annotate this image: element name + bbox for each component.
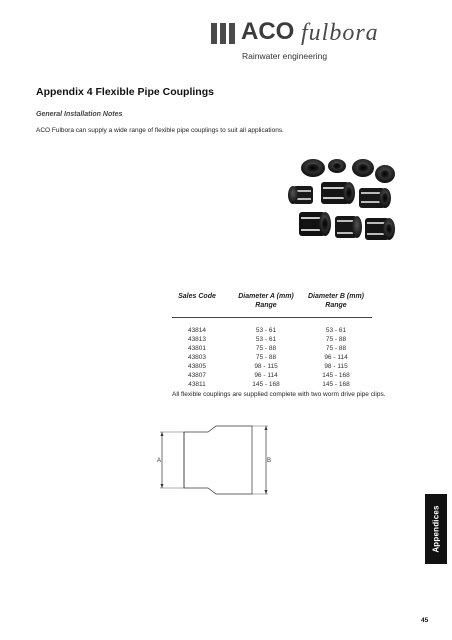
table-row bbox=[172, 371, 372, 380]
cell-sales-code: 43807 bbox=[187, 372, 207, 379]
page-number: 45 bbox=[421, 617, 429, 624]
page-title: Appendix 4 Flexible Pipe Couplings bbox=[36, 86, 214, 98]
table-body bbox=[172, 326, 372, 389]
cell-diameter-b: 96 - 114 bbox=[324, 354, 348, 361]
cell-sales-code: 43813 bbox=[187, 336, 207, 343]
cell-diameter-a: 53 - 61 bbox=[255, 336, 277, 343]
cell-sales-code: 43803 bbox=[187, 354, 207, 361]
logo-brand: ACO bbox=[241, 18, 295, 45]
cell-diameter-b: 75 - 88 bbox=[325, 345, 347, 352]
cell-diameter-b: 98 - 115 bbox=[324, 363, 348, 370]
cell-diameter-a: 98 - 115 bbox=[254, 363, 278, 370]
cell-sales-code: 43814 bbox=[187, 327, 207, 334]
cell-diameter-b: 53 - 61 bbox=[325, 327, 347, 334]
table-row bbox=[172, 380, 372, 389]
appendices-side-tab bbox=[425, 494, 447, 564]
side-tab-label: Appendices bbox=[431, 505, 441, 553]
cell-diameter-b: 75 - 88 bbox=[325, 336, 347, 343]
cell-diameter-a: 75 - 88 bbox=[255, 345, 277, 352]
cell-diameter-a: 53 - 61 bbox=[255, 327, 277, 334]
pipe-couplings-photo bbox=[285, 152, 405, 252]
cell-sales-code: 43801 bbox=[187, 345, 207, 352]
logo-name: fulbora bbox=[301, 20, 379, 46]
coupling-outline bbox=[184, 426, 252, 494]
label-b: B bbox=[267, 458, 272, 464]
cell-diameter-a: 145 - 168 bbox=[252, 381, 280, 388]
section-subheading: General Installation Notes bbox=[36, 111, 123, 118]
cell-diameter-b: 145 - 168 bbox=[322, 381, 350, 388]
coupling-dimension-diagram bbox=[150, 420, 280, 500]
header-diameter-b: Diameter B (mm) Range bbox=[307, 293, 364, 309]
cell-sales-code: 43805 bbox=[187, 363, 207, 370]
table-row bbox=[172, 353, 372, 362]
cell-diameter-a: 75 - 88 bbox=[255, 354, 277, 361]
cell-diameter-a: 96 - 114 bbox=[254, 372, 278, 379]
cell-diameter-b: 145 - 168 bbox=[322, 372, 350, 379]
logo-tagline: Rainwater engineering bbox=[242, 51, 328, 61]
clips-note: All flexible couplings are supplied complete with two worm drive pipe clips. bbox=[172, 391, 386, 398]
table-row bbox=[172, 362, 372, 371]
table-row bbox=[172, 326, 372, 335]
table-row bbox=[172, 344, 372, 353]
couplings-table bbox=[172, 292, 372, 389]
label-a: A bbox=[157, 458, 162, 464]
aco-fulbora-logo bbox=[211, 17, 411, 69]
table-header bbox=[172, 292, 372, 318]
cell-sales-code: 43811 bbox=[188, 381, 206, 388]
header-rule bbox=[172, 317, 372, 318]
logo-bars-icon bbox=[211, 23, 235, 44]
intro-paragraph: ACO Fulbora can supply a wide range of flexible pipe couplings to suit all applications. bbox=[36, 127, 284, 134]
table-row bbox=[172, 335, 372, 344]
header-sales-code: Sales Code bbox=[178, 293, 216, 300]
header-diameter-a: Diameter A (mm) Range bbox=[238, 293, 294, 309]
